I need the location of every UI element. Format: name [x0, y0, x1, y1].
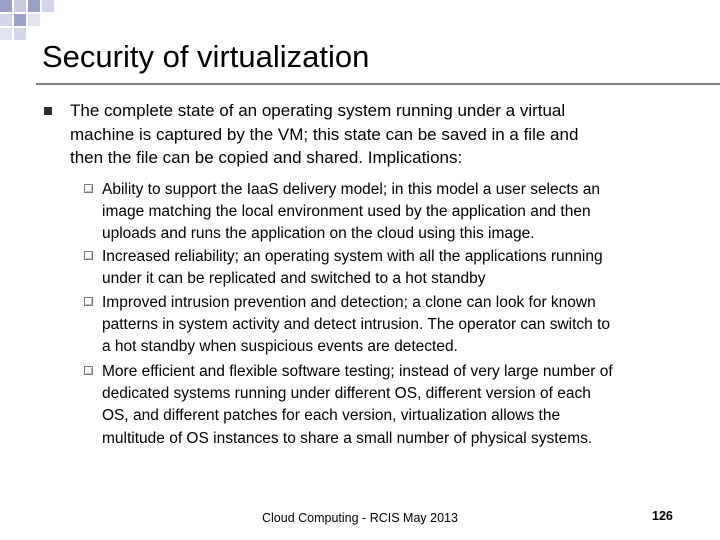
text-line: Ability to support the IaaS delivery model; in this model a user selects an [102, 181, 600, 198]
page-number: 126 [652, 509, 673, 523]
text-line: More efficient and flexible software testing; instead of very large number of [102, 363, 613, 380]
title-divider [36, 83, 720, 85]
text-line: machine is captured by the VM; this state can be saved in a file and [70, 124, 579, 144]
text-line: multitude of OS instances to share a small number of physical systems. [102, 429, 593, 447]
square-bullet-icon [44, 107, 52, 115]
text-line: Increased reliability; an operating system with all the applications running [102, 248, 603, 265]
corner-decoration [0, 0, 720, 40]
sub-bullet-text [102, 246, 603, 290]
text-line: The complete state of an operating system running under a virtual [70, 101, 566, 120]
text-line: dedicated systems running under different OS, different version of each [102, 385, 591, 403]
sub-bullet-text [102, 179, 600, 246]
text-line: uploads and runs the application on the cloud using this image. [102, 225, 535, 243]
text-line: patterns in system activity and detect intrusion. The operator can switch to [102, 316, 611, 334]
hollow-square-bullet-icon [84, 366, 93, 375]
main-bullet-text [70, 99, 710, 170]
footer-text: Cloud Computing - RCIS May 2013 [262, 511, 458, 525]
sub-bullet-text [102, 361, 613, 450]
hollow-square-bullet-icon [84, 251, 93, 260]
text-line: a hot standby when suspicious events are detected. [102, 338, 458, 356]
text-line: image matching the local environment used by the application and then [102, 203, 591, 221]
sub-bullet-text [102, 292, 610, 359]
text-line: OS, and different patches for each version, virtualization allows the [102, 407, 561, 425]
slide-title: Security of virtualization [42, 39, 370, 74]
hollow-square-bullet-icon [84, 297, 93, 306]
text-line: Improved intrusion prevention and detection; a clone can look for known [102, 294, 596, 311]
hollow-square-bullet-icon [84, 184, 93, 193]
text-line: then the file can be copied and shared. Implications: [70, 148, 463, 167]
text-line: under it can be replicated and switched to a hot standby [102, 270, 486, 288]
